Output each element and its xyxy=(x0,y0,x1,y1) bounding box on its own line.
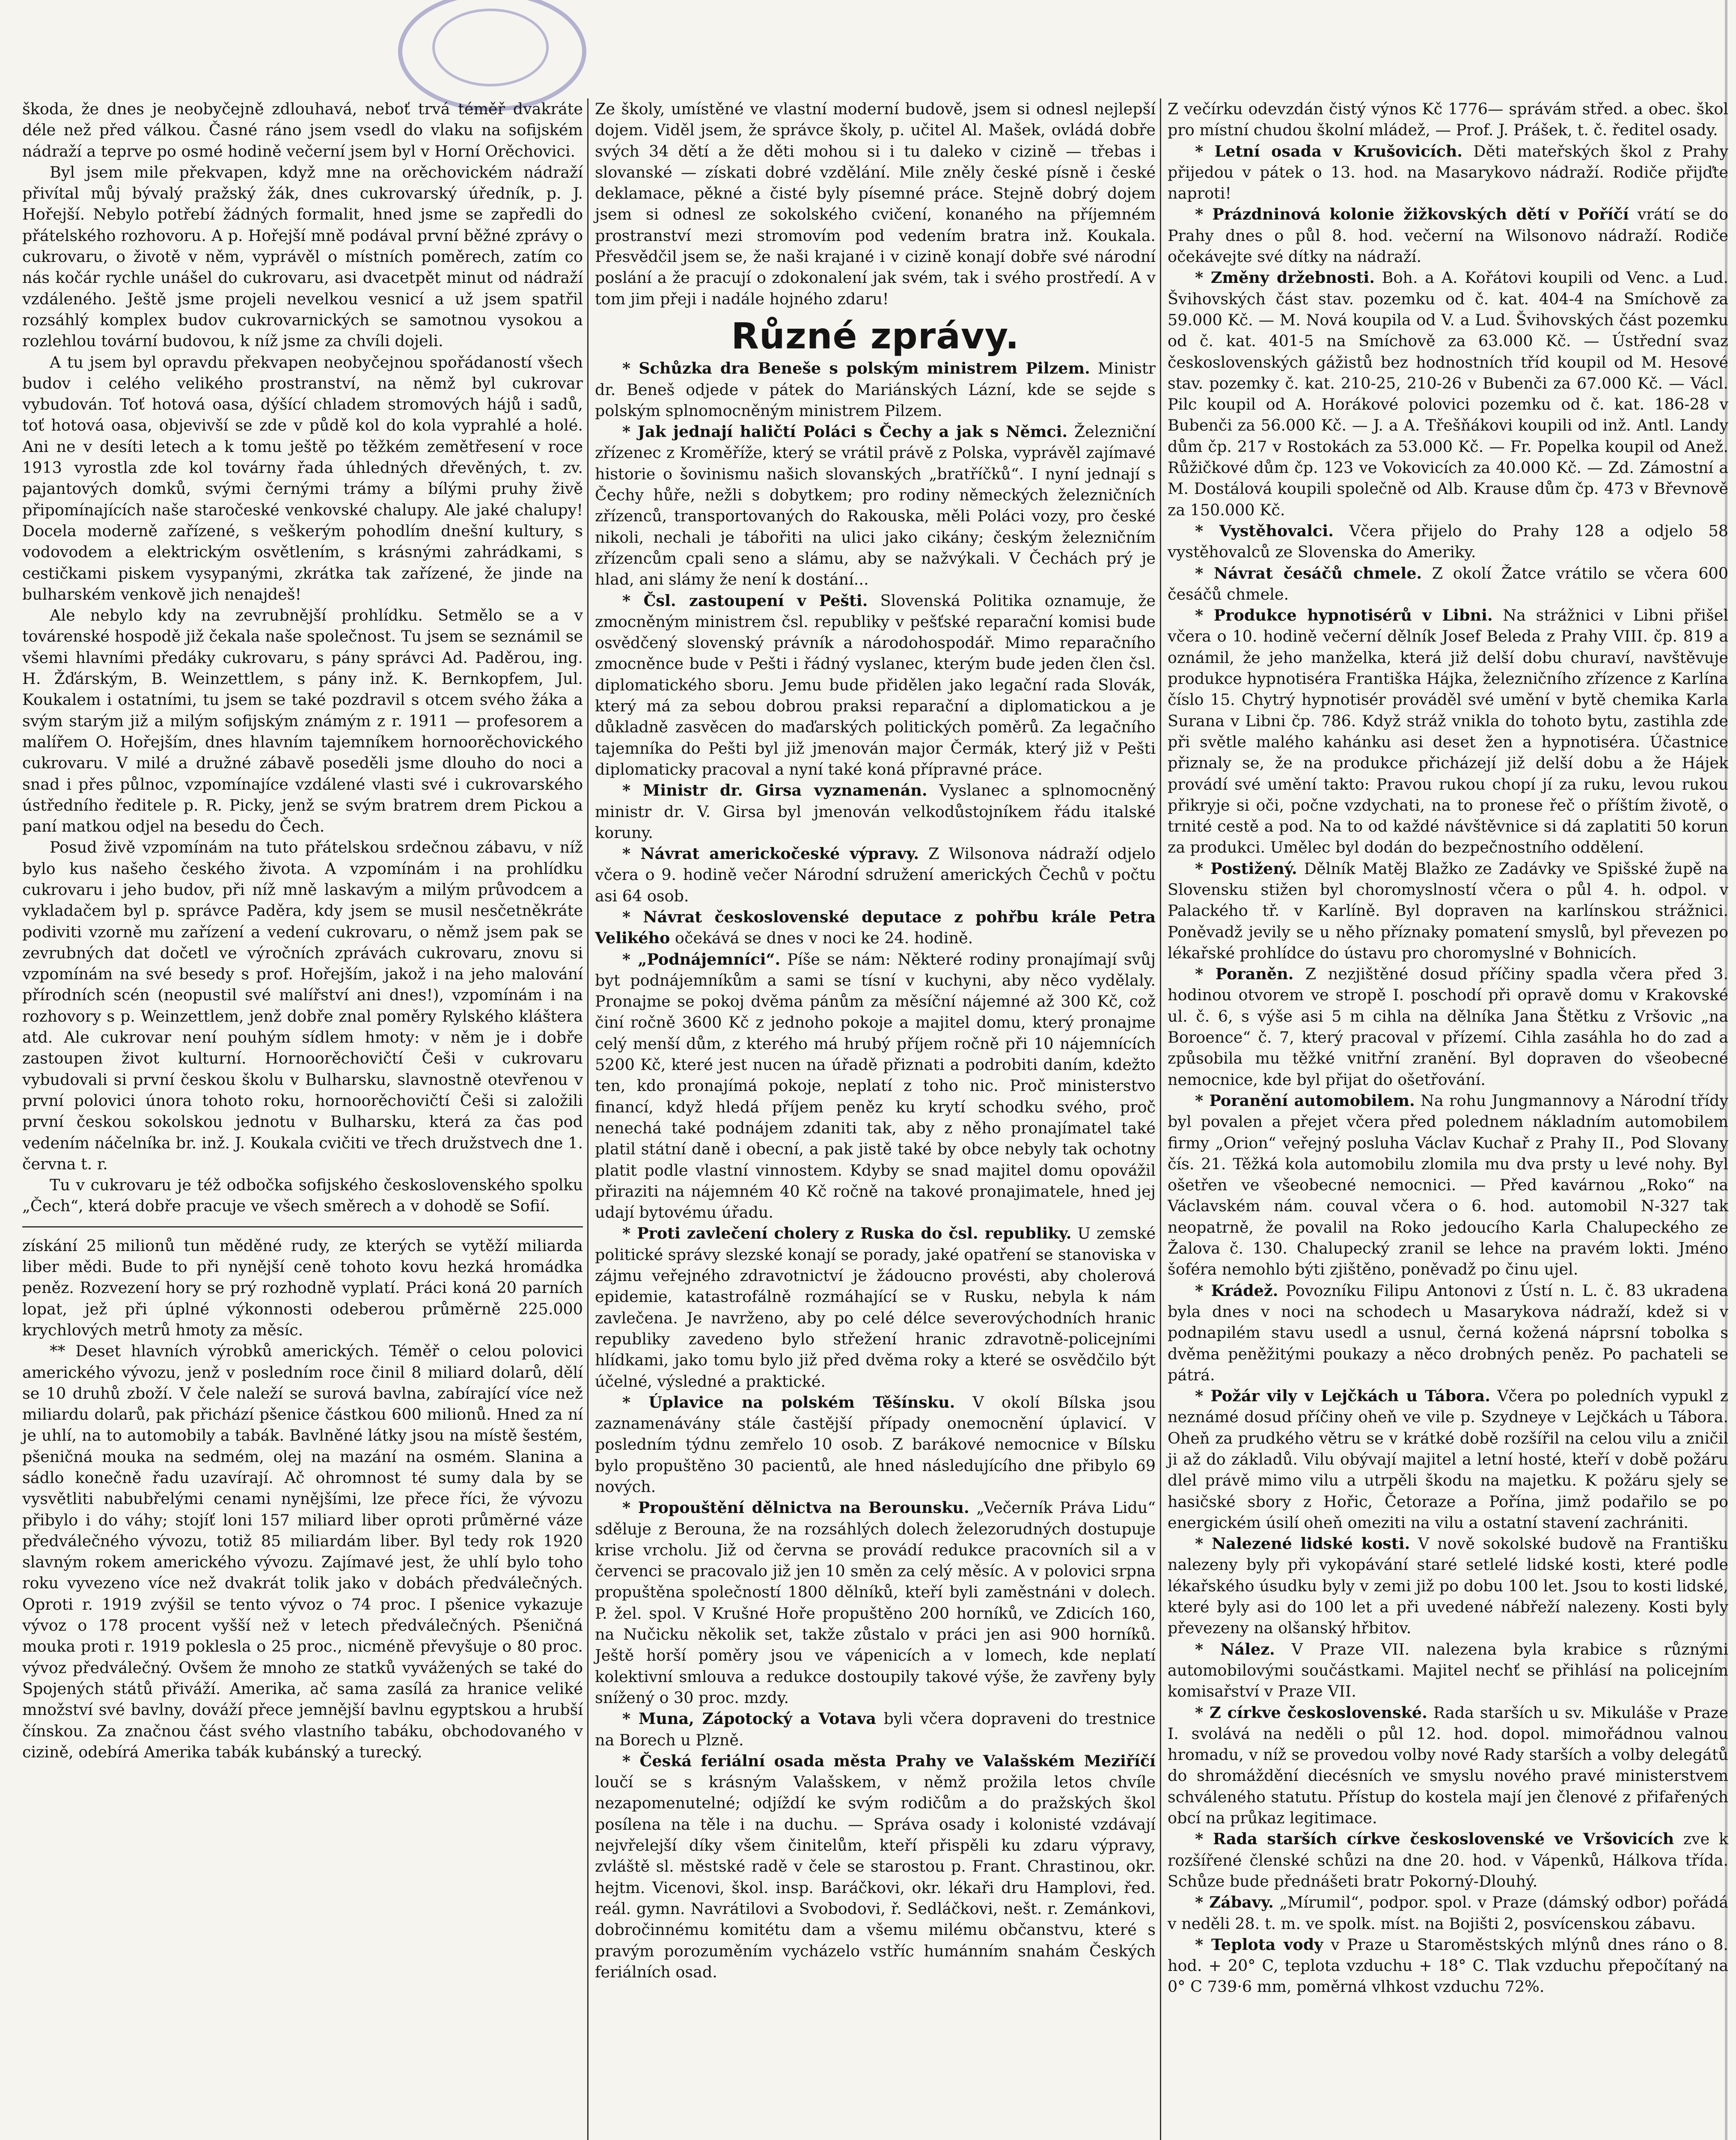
news-headline: * Změny držebnosti. xyxy=(1195,268,1375,287)
col1-paragraph: škoda, že dnes je neobyčejně zdlouhavá, neboť trvá téměř dvakráte déle než před válkou. Časné ráno jsem vsedl do vlaku na sofijském nádraží a teprve po osmé hodině večerní jsem byl v Horní Orěchovici. xyxy=(22,100,583,160)
news-headline: * Rada starších církve československé ve Vršovicích xyxy=(1195,1830,1674,1849)
section-heading: Různé zprávy. xyxy=(731,315,1020,357)
news-body: Děti mateřských škol z Prahy přijedou v pátek o 13. hod. na Masarykovo nádraží. Rodiče přijďte naproti! xyxy=(1168,142,1728,203)
col1-paragraph: A tu jsem byl opravdu překvapen neobyčejnou spořádaností všech budov i celého velikého prostranství, na němž byl cukrovar vybudován. Toť hotová oasa, dýšící chladem stromových hájů i sadů, toť hotová oasa, objevivší se zde v půdě kol do kola vyprahlé a holé. Ani ne v desíti letech a k tomu ještě po těžkém zemětřesení v roce 1913 vyrostla zde kol továrny řada úhledných dřevěných, t. zv. pajantových domků, svými černými trámy a bílými pruhy živě připomínajících naše staročeské venkovské chalupy. Ale jaké chalupy! Docela moderně zařízené, s veškerým pohodlím dnešní kultury, s vodovodem a elektrickým osvětlením, s krásnými zahrádkami, s cestičkami piskem vysypanými, zkrátka tak zařízené, že jinde na bulharském venkově jich nenajdeš! xyxy=(22,353,583,603)
column-3 xyxy=(1168,98,1728,1997)
news-body: Z okolí Žatce vrátilo se včera 600 česáčů chmele. xyxy=(1168,564,1729,603)
news-item xyxy=(1168,1280,1728,1385)
news-headline: * Návrat americkočeské výpravy. xyxy=(622,844,919,863)
col1-lower-paragraph: ** Deset hlavních výrobků amerických. Téměř o celou polovici amerického vývozu, jenž v posledním roce činil 8 miliard dolarů, dělí se 10 druhů zboží. V čele naleží se surová bavlna, zabírající více než miliardu dolarů, pak přichází pšenice částkou 600 milionů. Hned za ní je uhlí, na to automobily a tabák. Bavlněné látky jsou na místě šestém, pšeničná mouka na sedmém, olej na mazání na osmém. Slanina a sádlo konečně řadu uzavírají. Ač ohromnost té sumy dala by se vysvětliti nabubřelými cenami nynějšími, lze přece říci, že vývozu přibylo i do váhy; stojíť loni 157 miliard liber oproti průměrné váze předválečného vývozu, totiž 85 miliardám liber. Byl tedy rok 1920 slavným rokem amerického vývozu. Zajímavé jest, že uhlí bylo toho roku vyvezeno více než dvakrát tolik jako v dobách předválečných. Oproti r. 1919 zvýšil se tento vývoz o 74 proc. I pšenice vykazuje vývoz o 178 procent vyšší než v letech předválečných. Pšeničná mouka proti r. 1919 poklesla o 25 proc., nicméně převyšuje o 80 proc. vývoz předválečný. Ovšem že mnoho ze statků vyvážených se také do Spojených států přiváží. Amerika, ač sama zasílá za hranice veliké množství své bavlny, dováží přece jemnější bavlnu egyptskou a hrubší čínskou. Za značnou část svého vlastního tabáku, obchodovaného v cizině, odebírá Amerika tabák kubánský a turecký. xyxy=(22,1342,583,1761)
news-item xyxy=(595,907,1156,949)
news-item xyxy=(1168,141,1728,204)
news-item xyxy=(1168,858,1728,963)
news-body: V okolí Bílska jsou zaznamenávány stále častější případy onemocnění úplavicí. V posledním týdnu zemřelo 10 osob. Z barákové nemocnice v Bílsku bylo propuštěno 30 pacientů, ale hned následujícího dne přibylo 69 nových. xyxy=(595,1393,1156,1496)
news-item xyxy=(1168,267,1728,520)
news-item xyxy=(595,949,1156,1223)
news-headline: * Zábavy. xyxy=(1195,1893,1274,1912)
news-body: V nově sokolské budově na Františku nalezeny byly při vykopávání staré setlelé lidské kosti, které podle lékařského úsudku byly v zemi již po dobu 100 let. Jsou to kosti lidské, které byly asi do 100 let a při uvedené nábřeží nalezeny. Kosti byly převezeny na olšanský hřbitov. xyxy=(1168,1534,1729,1638)
news-item xyxy=(1168,1639,1728,1702)
news-item xyxy=(595,843,1156,907)
library-stamp-inner xyxy=(432,9,549,86)
col1-paragraph: Tu v cukrovaru je též odbočka sofijského československého spolku „Čech“, která dobře pracuje ve všech směrech a v dohodě se Sofií. xyxy=(22,1176,583,1216)
news-item xyxy=(1168,1892,1728,1934)
news-body: Z Wilsonova nádraží odjelo včera o 9. hodině večer Národní sdružení amerických Čechů v počtu asi 64 osob. xyxy=(595,844,1156,905)
news-headline: * Schůzka dra Beneše s polským ministrem Pilzem. xyxy=(622,359,1090,378)
news-headline: * Ministr dr. Girsa vyznamenán. xyxy=(622,781,927,800)
news-item xyxy=(595,1223,1156,1391)
news-body: Včera přijelo do Prahy 128 a odjelo 58 vystěhovalců ze Slovenska do Ameriky. xyxy=(1168,521,1728,562)
news-item xyxy=(1168,520,1728,563)
news-headline: * Teplota vody xyxy=(1195,1935,1323,1954)
news-item xyxy=(1168,1934,1728,1997)
news-headline: * Propouštění dělnictva na Berounsku. xyxy=(622,1498,969,1517)
news-item xyxy=(595,358,1156,421)
news-body: Ministr dr. Beneš odjede v pátek do Mariánských Lázní, kde se sejde s polským splnomocněným ministrem Pilzem. xyxy=(595,359,1156,420)
news-item xyxy=(1168,1828,1728,1892)
news-headline: * Návrat československé deputace z pohřbu krále Petra Velikého xyxy=(595,907,1156,948)
news-item xyxy=(595,780,1156,843)
news-headline: * Prázdninová kolonie žižkovských dětí v Poříčí xyxy=(1195,205,1629,224)
news-headline: * Jak jednají haličtí Poláci s Čechy a jak s Němci. xyxy=(622,422,1068,441)
news-body: Boh. a A. Kořátovi koupili od Venc. a Lud. Švihovských část stav. pozemku od č. kat. 404-4 na Smíchově za 59.000 Kč. — M. Nová koupila od V. a Lud. Švihovských část pozemku od č. kat. 401-5 na Smíchově za 63.000 Kč. — Ústřední svaz československých gážistů bez hodnostních tříd koupil od M. Hesové stav. pozemky č. kat. 210-25, 210-26 v Bubenči za 67.000 Kč. — Václ. Pilc koupil od A. Horákové polovici pozemku od č. kat. 186-28 v Bubenči za 56.000 Kč. — J. a A. Třešňákovi koupili od inž. Antl. Landy dům čp. 217 v Rostokách za 53.000 Kč. — Fr. Popelka koupil od Anež. Růžičkové dům čp. 123 ve Vokovicích za 40.000 Kč. — Zd. Zámostní a M. Dostálová koupili společně od Alb. Krause dům čp. 473 v Břevnově za 150.000 Kč. xyxy=(1168,268,1729,519)
news-headline: * Proti zavlečení cholery z Ruska do čsl. republiky. xyxy=(622,1224,1072,1243)
news-headline: * Nalezené lidské kosti. xyxy=(1195,1534,1410,1553)
news-body: Včera po poledních vypukl z neznámé dosud příčiny oheň ve vile p. Szydneye v Lejčkách u Tábora. Oheň za prudkého větru se v krátké době rozšířil na celou vilu a zničil ji až do základů. Vilu obývají majitel a letní hosté, kteří v době požáru dlel právě mimo vilu a utrpěli škodu na majetku. K požáru sjely se hasičské sbory z Hořic, Četoraze a Pořína, jimž podařilo se po energickém úsilí oheň omeziti na vilu a ostatní stavení zachrániti. xyxy=(1168,1387,1728,1532)
news-list xyxy=(595,358,1156,1982)
news-item xyxy=(1168,963,1728,1090)
news-item xyxy=(595,1497,1156,1708)
news-body: Slovenská Politika oznamuje, že zmocněným ministrem čsl. republiky v pešťské reparační komisi bude osvědčený slovenský právník a národohospodář. Mimo reparačního zmocněnce bude v Pešti i řádný vyslanec, kterým bude jeden člen čsl. diplomatického sboru. Jemu bude přidělen jako legační rada Slovák, který má za sebou dobrou praksi reparační a diplomatickou a je důkladně zasvěcen do maďarských politických poměrů. Za legačního tajemníka do Pešti byl již jmenován major Čermák, který již v Pešti diplomaticky pracoval a nyní také koná přípravné práce. xyxy=(595,591,1156,779)
news-body: Vyslanec a splnomocněný ministr dr. V. Girsa byl jmenován velkodůstojníkem řádu italské koruny. xyxy=(595,781,1156,842)
news-item xyxy=(1168,1702,1728,1829)
news-body: Píše se nám: Některé rodiny pronajímají svůj byt podnájemníkům a sami se tísní v kuchyni, aby něco vydělaly. Pronajme se pokoj dvěma pánům za měsíční nájemné až 300 Kč, což činí ročně 3600 Kč z jednoho pokoje a majitel domu, který pronajme celý menší dům, z kterého má hrubý příjem ročně při 10 nájemnících 5200 Kč, které jest nucen na úřadě přiznati a podrobiti daním, kdežto ten, kdo pronajímá pokoje, neplatí z toho nic. Proč ministerstvo financí, když hledá příjem peněz ku krytí schodku svého, proč nenechá také podnájem zdaniti tak, aby z něho pronajímatel také platil státní daně i obecní, a pak jistě také by obce nebyly tak ochotny platit podle vlastní vinnostem. Kdyby se snad majitel domu opovážil přiraziti na nájemném 40 Kč ročně na takové pronajimatele, hned jej udají bytovému úřadu. xyxy=(595,950,1156,1222)
news-body: Železniční zřízenec z Kroměříže, který se vrátil právě z Polska, vyprávěl zajímavé historie o šovinismu našich slovanských „bratříčků“. I nyní jednají s Čechy hůře, nežli s dobytkem; pro rodiny německých železničních zřízenců, transportovaných do Rakouska, měli Poláci vozy, pro české nikoli, nechali je tábořiti na ulici jako cikány; českým železničním zřízencům cpali seno a slámu, aby se nažvýkali. V Čechách prý je hlad, ani slámy že není k dostání... xyxy=(595,422,1156,589)
col3-paragraph: Z večírku odevzdán čistý výnos Kč 1776— správám střed. a obec. škol pro místní chudou školní mládež, — Prof. J. Prášek, t. č. ředitel osady. xyxy=(1168,100,1728,140)
news-headline: * Vystěhovalci. xyxy=(1195,521,1334,540)
news-body: v Praze u Staroměstských mlýnů dnes ráno o 8. hod. + 20° C, teplota vzduchu + 18° C. Tlak vzduchu přepočítaný na 0° C 739·6 mm, poměrná vlhkost vzduchu 72%. xyxy=(1168,1935,1728,1996)
column-2 xyxy=(595,98,1156,1982)
article-separator xyxy=(22,1226,583,1228)
news-body: „Mírumil“, podpor. spol. v Praze (dámský odbor) pořádá v neděli 28. t. m. ve spolk. míst. na Bojišti 2, posvícenskou zábavu. xyxy=(1168,1893,1729,1933)
news-headline: * Muna, Zápotocký a Votava xyxy=(622,1709,876,1728)
news-headline: * Požár vily v Lejčkách u Tábora. xyxy=(1195,1387,1490,1406)
news-body: očekává se dnes v noci ke 24. hodině. xyxy=(670,929,973,948)
col1-lower-paragraph: získání 25 milionů tun měděné rudy, ze kterých se vytěží miliarda liber mědi. Bude to při nynější ceně tohoto kovu hezká hromádka peněz. Rozvezení hory se prý rozhodně vyplatí. Práci koná 20 parních lopat, jež při úplné výkonnosti odeberou průměrně 225.000 krychlových metrů hmoty za měsíc. xyxy=(22,1236,583,1339)
news-item xyxy=(595,1751,1156,1982)
news-headline: * Poranění automobilem. xyxy=(1195,1091,1415,1110)
column-rule-2 xyxy=(1160,98,1161,2140)
news-item xyxy=(595,590,1156,780)
news-item xyxy=(1168,1533,1728,1638)
col1-paragraph: Posud živě vzpomínám na tuto přátelskou srdečnou zábavu, v níž bylo kus našeho českého života. A vzpomínám i na prohlídku cukrovaru i jeho budov, při níž mně laskavým a milým průvodcem a vykladačem byl p. správce Paděra, kdy jsem se musil nesčetněkráte podiviti vzorně mu zařízení a vedení cukrovaru, o němž jsem pak se zevrubných dat dočetl ve výročních zprávách cukrovaru, znovu si vzpomínám na své besedy s prof. Hořejším, jakož i na jeho malování přírodních scén (neopustil své malířství ani dnes!), vzpomínám i na rozhovory s p. Weinzettlem, jenž dobře znal poměry Rylského kláštera atd. Ale cukrovar není pouhým sídlem hmoty: v něm je i dobře zastoupen život kulturní. Hornoorěchovičtí Češi v cukrovaru vybudovali si první českou školu v Bulharsku, slavnostně otevřenou v první polovici února tohoto roku, hornoorěchovičtí Češi si založili první českou sokolskou jednotu v Bulharsku, která za čas pod vedením náčelníka br. inž. J. Koukala cvičiti ve třech družstvech dne 1. června t. r. xyxy=(22,838,583,1173)
news-body: „Večerník Práva Lidu“ sděluje z Berouna, že na rozsáhlých dolech železorudných dostupuje krise vrcholu. Již od června se provádí redukce pracovních sil a v červenci se pracovalo již jen 10 směn za celý měsíc. A v polovici srpna propuštěna společností 1800 dělníků, kteří byli zaměstnáni v dolech. P. žel. spol. V Krušné Hoře propuštěno 200 horníků, ve Zdicích 160, na Nučicku několik set, takže zůstalo v práci jen asi 900 horníků. Ještě horší poměry jsou ve vápenicích a v lomech, kde neplatí kolektivní smlouva a redukce dostoupily takové výše, že zavřeny byly snížený o 30 proc. mzdy. xyxy=(595,1498,1156,1707)
col1-paragraph: Ale nebylo kdy na zevrubnější prohlídku. Setmělo se a v továrenské hospodě již čekala naše společnost. Tu jsem se seznámil se všemi hlavními předáky cukrovaru, s pány správci Ad. Paděrou, ing. H. Žďárským, B. Weinzettlem, s pány inž. K. Bernkopfem, Jul. Koukalem i ostatními, tu jsem se také pozdravil s otcem svého žáka a svým starým již a milým sofijským známým z r. 1911 — profesorem a malířem O. Hořejším, dnes hlavním tajemníkem hornoorěchovického cukrovaru. V milé a družné zábavě poseděli jsme dlouho do noci a snad i přes půlnoc, vzpomínajíce vzdálené vlasti své i cukrovarského ústředního ředitele p. R. Picky, jenž se svým bratrem drem Pickou a paní matkou odjel na besedu do Čech. xyxy=(22,606,583,836)
news-body: zve k rozšířené členské schůzi na dne 20. hod. v Vápenků, Hálkova třída. Schůze bude přednášeti bratr Pokorný-Dlouhý. xyxy=(1168,1830,1728,1890)
news-body: Na rohu Jungmannovy a Národní třídy byl povalen a přejet včera před polednem nákladním automobilem firmy „Orion“ veřejný posluha Václav Kuchař z Prahy II., Pod Slovany čís. 21. Těžká kola automobilu zlomila mu dva prsty u levé nohy. Byl ošetřen ve všeobecné nemocnici. — Před kavárnou „Roko“ na Václavském nám. couval včera o 6. hod. automobil N-327 tak neopatrně, že povalil na Roko jedoucího Karla Chalupeckého ze Žalova č. 130. Chalupecký zranil se lehce na pravém lokti. Jméno šoféra nemohlo býti zjištěno, poněvadž po činu ujel. xyxy=(1168,1091,1728,1279)
news-headline: * Postižený. xyxy=(1195,859,1297,878)
news-headline: * Letní osada v Krušovicích. xyxy=(1195,142,1463,160)
news-headline: * Produkce hypnotisérů v Libni. xyxy=(1195,606,1493,625)
col2-paragraph: Ze školy, umístěné ve vlastní moderní budově, jsem si odnesl nejlepší dojem. Viděl jsem, že správce školy, p. učitel Al. Mašek, ovládá dobře svých 34 dětí a že děti mohou si i tu daleko v cizině — třebas i slovanské — získati dobré vzdělání. Mile zněly české písně i české deklamace, pěkné a čisté byly písemné práce. Stejně dobrý dojem jsem si odnesl ze sokolského cvičení, konaného na příjemném prostranství mezi stromovím pod vedením bratra inž. Koukala. Přesvědčil jsem se, že naši krajané i v cizině konají dobře své národní poslání a že pracují o zdokonalení jak svém, tak i svého prostředí. A v tom jim přeji i nadále hojného zdaru! xyxy=(595,100,1156,308)
news-item xyxy=(1168,1090,1728,1280)
news-item xyxy=(1168,1385,1728,1533)
news-headline: * Z církve československé. xyxy=(1195,1703,1427,1722)
news-headline: * „Podnájemníci“. xyxy=(622,950,781,969)
news-list xyxy=(1168,141,1728,1997)
news-body: Na strážnici v Libni přišel včera o 10. hodině večerní dělník Josef Beleda z Prahy VIII. čp. 819 a oznámil, že jeho manželka, která již delší dobu churaví, navštěvuje produkce hypnotiséra Františka Hájka, železničního zřízence z Karlína číslo 15. Chytrý hypnotisér prováděl své umění v bytě chemika Karla Surana v Libni čp. 786. Když stráž vnikla do tohoto bytu, zastihla zde při světle malého kahánku asi deset žen a hypnotiséra. Účastnice přiznaly se, že na produkce přicházejí již delší dobu a že Hájek provádí své umění takto: Pravou rukou chopí jí za ruku, levou rukou přikryje si oči, počne vzdychati, na to pronese řeč o příštím životě, o trnité cestě a pod. Na to od každé návštěvnice si dá zaplatiti 50 korun za produkci. Umělec byl dodán do bezpečnostního oddělení. xyxy=(1168,606,1728,857)
news-headline: * Nález. xyxy=(1195,1640,1275,1658)
news-headline: * Česká feriální osada města Prahy ve Valašském Meziříčí xyxy=(622,1751,1156,1770)
news-headline: * Poraněn. xyxy=(1195,965,1294,984)
news-body: V Praze VII. nalezena byla krabice s různými automobilovými součástkami. Majitel nechť se přihlásí na policejním komisařství v Praze VII. xyxy=(1168,1640,1728,1701)
news-item xyxy=(595,1392,1156,1497)
news-item xyxy=(595,1708,1156,1751)
news-body: vrátí se do Prahy dnes o půl 8. hod. večerní na Wilsonovo nádraží. Rodiče očekávejte své dítky na nádraží. xyxy=(1168,205,1728,266)
news-item xyxy=(1168,605,1728,858)
column-1 xyxy=(22,98,583,1763)
news-body: byli včera dopraveni do trestnice na Borech u Plzně. xyxy=(595,1709,1156,1749)
news-item xyxy=(1168,204,1728,267)
news-body: Rada starších u sv. Mikuláše v Praze I. svolává na neděli o půl 12. hod. dopol. mimořádnou valnou hromadu, v níž se provedou volby nové Rady starších a volby delegátů do shromáždění diecésních ve smyslu nového pravé ministerstvem schváleného statutu. Přístup do kostela mají jen členové z přifařených obcí na průkaz legitimace. xyxy=(1168,1703,1728,1828)
news-item xyxy=(595,421,1156,590)
news-headline: * Návrat česáčů chmele. xyxy=(1195,564,1422,583)
news-body: loučí se s krásným Valašskem, v němž prožila letos chvíle nezapomenutelné; odjíždí ke svým rodičům a do pražských škol posílena na těle i na duchu. — Správa osady i kolonisté vzdávají nejvřelejší díky všem činitelům, kteří přispěli ku zdaru výpravy, zvláště sl. městské radě v čele se starostou p. Frant. Chrastinou, okr. hejtm. Vicenovi, škol. insp. Baráčkovi, okr. lékaři dru Hamplovi, řed. reál. gymn. Navrátilovi a Svobodovi, ř. Sedláčkovi, nešt. r. Zemánkovi, dobročinnému komitétu dam a všemu milému občanstvu, které s pravým porozuměním vycházelo vstříc humánním snahám Českých feriálních osad. xyxy=(595,1773,1156,1981)
news-body: U zemské politické správy slezské konají se porady, jaké opatření se stanoviska v zájmu veřejného zdravotnictví je žádoucno provésti, aby cholerová epidemie, katastrofálně rozmáhající se v Rusku, nebyla k nám zavlečena. Je navrženo, aby po celé délce severovýchodních hranic republiky zavedeno bylo střežení hranic zdravotně-policejními hlídkami, jako tomu bylo již před dvěma roky a které se osvědčilo být účelné, výsledné a praktické. xyxy=(595,1224,1156,1391)
column-rule-1 xyxy=(587,98,589,2140)
news-headline: * Čsl. zastoupení v Pešti. xyxy=(622,591,868,610)
news-item xyxy=(1168,563,1728,605)
news-body: Z nezjištěné dosud příčiny spadla včera před 3. hodinou otvorem ve stropě I. poschodí při opravě domu v Krakovské ul. č. 6, s výše asi 5 m cihla na dělníka Jana Štětku z Vršovic „na Boroence“ č. 7, který pracoval v přízemí. Cihla zasáhla ho do zad a způsobila mu těžké vnitřní zranění. Byl dopraven do všeobecné nemocnice, kde byl přijat do ošetřování. xyxy=(1168,965,1728,1089)
news-body: Dělník Matěj Blažko ze Zadávky ve Spišské župě na Slovensku stižen byl choromyslností včera o půl 4. h. odpol. v Palackého tř. v Karlíně. Byl dopraven na karlínskou strážnici. Poněvadž jevily se u něho příznaky pomatení smyslů, byl převezen po lékařské prohlídce do ústavu pro choromyslné v Bohnicích. xyxy=(1168,859,1728,962)
col1-paragraph: Byl jsem mile překvapen, když mne na orěchovickém nádraží přivítal můj bývalý pražský žák, dnes cukrovarský úředník, p. J. Hořejší. Nebylo potřebí žádných formalit, hned jsme se zapředli do přátelského rozhovoru. A p. Hořejší mně podával první běžné zprávy o cukrovaru, o životě v něm, vyprávěl o místních poměrech, zatím co nás kočár rychle unášel do cukrovaru, asi dvacetpět minut od nádraží vzdáleného. Ještě jsme projeli nevelkou vesnicí a už jsem spatřil rozsáhlý komplex budov cukrovarnických se samotnou vysokou a rozlehlou tovární budovou, k níž jsme za chvíli dojeli. xyxy=(22,163,583,351)
news-headline: * Úplavice na polském Těšínsku. xyxy=(622,1393,955,1412)
news-headline: * Krádež. xyxy=(1195,1281,1278,1300)
news-body: Povozníku Filipu Antonovi z Ústí n. L. č. 83 ukradena byla dnes v noci na schodech u Masarykova nádraží, kdež si v podnapilém stavu usedl a usnul, černá kožená náprsní tobolka s dvěma peněžitými poukazy a něco drobných peněz. Po pachateli se pátrá. xyxy=(1168,1281,1728,1384)
